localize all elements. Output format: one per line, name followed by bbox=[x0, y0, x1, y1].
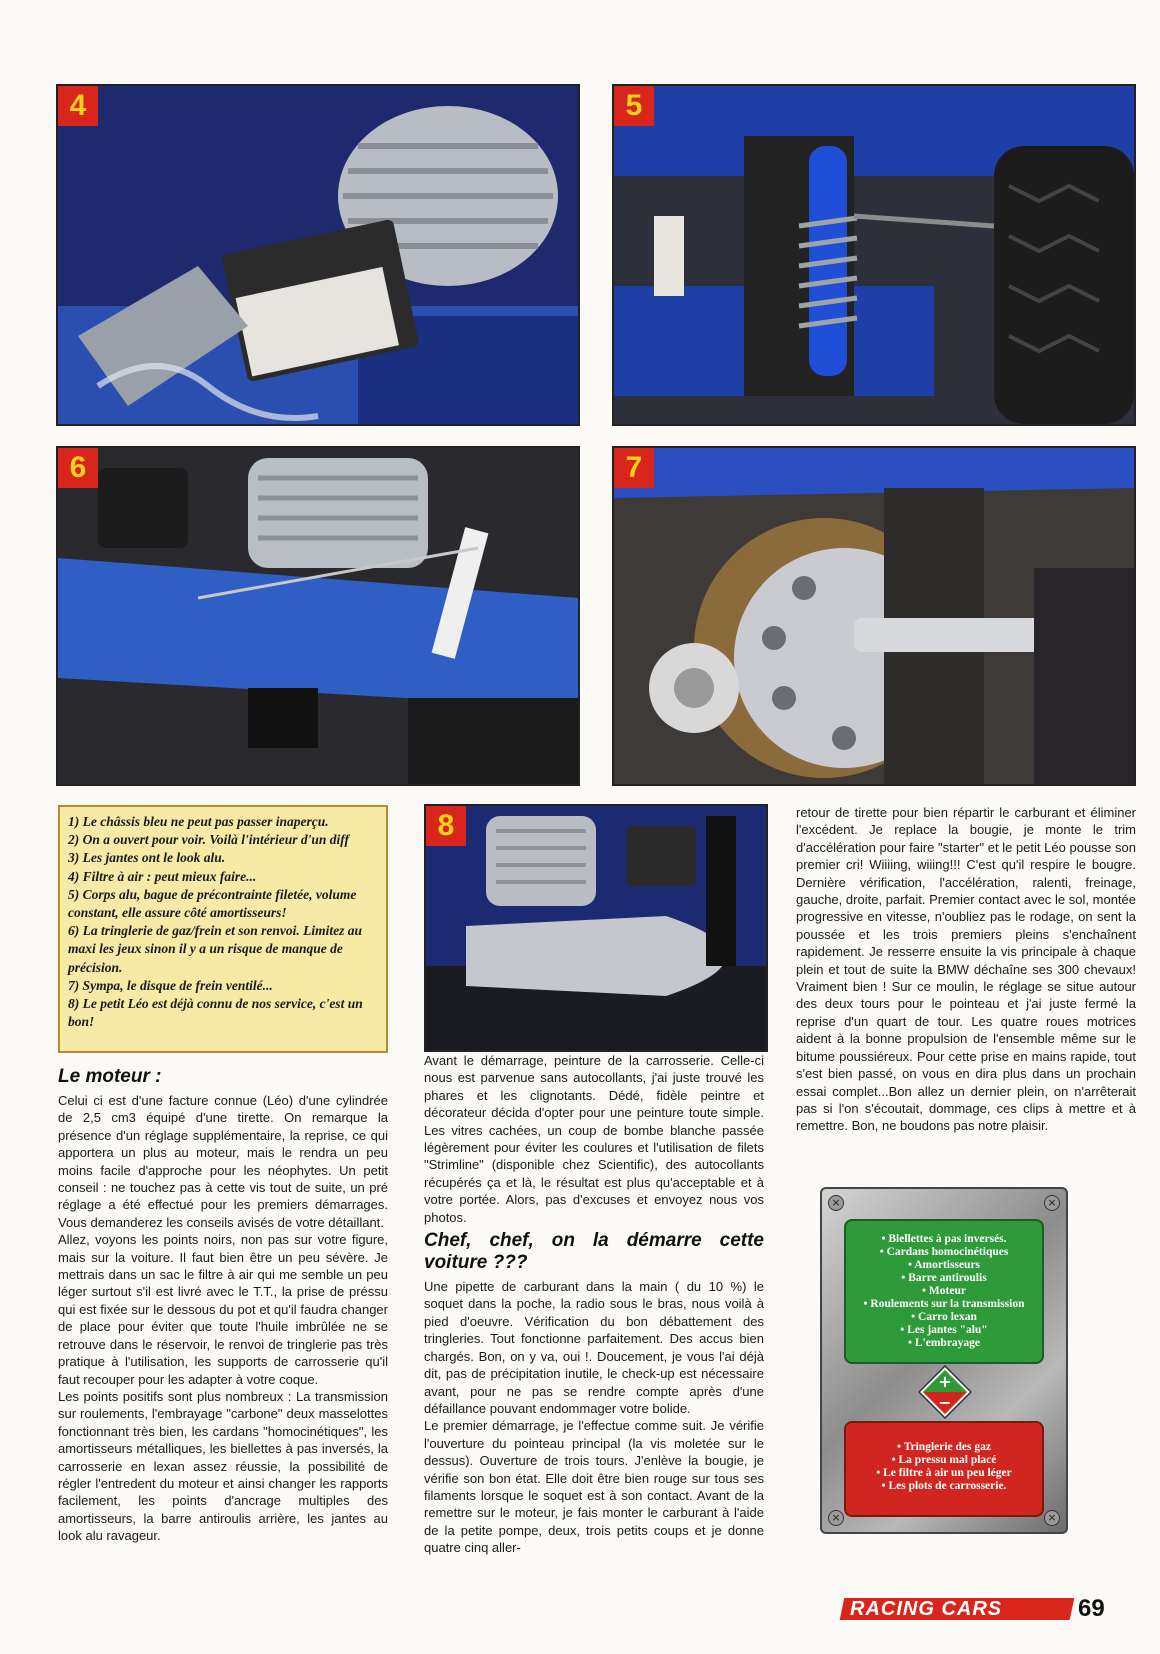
page-footer bbox=[842, 1596, 1132, 1622]
plus-item: • Biellettes à pas inversés. bbox=[881, 1233, 1007, 1245]
plus-item: • Roulements sur la transmission bbox=[863, 1298, 1025, 1310]
plus-minus-diamond-icon bbox=[918, 1365, 972, 1419]
screw-icon: × bbox=[1044, 1510, 1060, 1526]
verdict-box bbox=[820, 1187, 1068, 1534]
plus-item: • Cardans homocinétiques bbox=[879, 1246, 1009, 1258]
minus-item: • La pressu mal placé bbox=[891, 1454, 997, 1466]
photo-5-shock-absorber bbox=[612, 84, 1136, 426]
caption-3: 3) Les jantes ont le look alu. bbox=[68, 850, 226, 866]
plus-symbol: + bbox=[938, 1372, 952, 1391]
paragraph: Une pipette de carburant dans la main ( du 10 %) le soquet dans la poche, la radio sous le bras, nous voilà à pied d'oeuvre. Vérification du bon débattement des tringleries. Tout fonctionne parfaitement. Des accus bien chargés. Bon, on y va, oui !. Doucement, je vous l'ai déjà dit, pas de précipitation inutile, le check-up est nécessaire avant, pour ne pas se rendre compte après d'une défaillance pouvant endommager votre bolide. bbox=[424, 1279, 764, 1416]
photo-4-air-filter bbox=[56, 84, 580, 426]
minus-item: • Les plots de carrosserie. bbox=[881, 1480, 1007, 1492]
section-heading-le-moteur: Le moteur : bbox=[58, 1066, 162, 1087]
magazine-name: RACING CARS bbox=[850, 1598, 1003, 1620]
article-column-3 bbox=[796, 804, 1136, 1135]
paragraph: Le premier démarrage, je l'effectue comme suit. Je vérifie l'ouverture du pointeau principal (la vis moletée sur le dessus). Ouverture de trois tours. J'enlève la bougie, je vérifie son bon état. Elle doit être bien rouge sur tous ses filaments lorsque le soquet est à son contact. Avant de la remettre sur le moteur, je fais monter le carburant à l'aide de la petite pompe, deux, trois petits coups et je donne quatre cinq aller- bbox=[424, 1418, 764, 1556]
page-number: 69 bbox=[1078, 1595, 1105, 1622]
plus-item: • Amortisseurs bbox=[907, 1259, 981, 1271]
minus-symbol: − bbox=[938, 1393, 952, 1412]
caption-8: 8) Le petit Léo est déjà connu de nos service, c'est un bon! bbox=[68, 996, 363, 1030]
photo-number: 4 bbox=[58, 86, 98, 126]
photo-number: 6 bbox=[58, 448, 98, 488]
caption-1: 1) Le châssis bleu ne peut pas passer inaperçu. bbox=[68, 814, 329, 829]
plus-item: • Barre antiroulis bbox=[901, 1272, 987, 1284]
paragraph: Celui ci est d'une facture connue (Léo) d'une cylindrée de 2,5 cm3 équipé d'une tirette. On remarque la présence d'un réglage supplémentaire, la reprise, ce qui apportera un plus au moteur, mais le rendra un peu moins facile d'approche pour les néophytes. Un petit conseil : ne touchez pas à cette vis tout de suite, un pré réglage a été effectué pour les premiers démarrages. Vous demanderez les conseils avisés de votre détaillant. bbox=[58, 1093, 388, 1230]
caption-7: 7) Sympa, le disque de frein ventilé... bbox=[68, 977, 273, 993]
screw-icon: × bbox=[828, 1510, 844, 1526]
photo-8-engine bbox=[424, 804, 768, 1052]
paragraph: retour de tirette pour bien répartir le carburant et éliminer l'excédent. Je replace la bougie, je monte le trim d'accélération pour faire "starter" et le petit Léo pousse son premier cri! Wiiiing, wiiing!!! C'est qu'il respire le bougre. Dernière vérification, l'accélération, ralenti, freinage, gauche, droite, parfait. Premier contact avec le sol, montée progressive en vitesse, n'oubliez pas le rodage, on sent la poussée et les trois premiers pleins s'enchaînent rapidement. Je resserre ensuite la vis principale à chaque plein et tout de suite la BMW déchaîne ses 300 chevaux! Vraiment bien ! Sur ce moulin, le réglage se situe autour des deux tours pour le pointeau et j'ai juste fermé la reprise d'un quart de tour. Les quatre roues motrices aident à la bonne propulsion de l'ensemble même sur le bitume poussiéreux. Pour cette prise en mains rapide, tout s'est bien passé, on vous en dira plus dans un prochain essai complet...Bon allez un dernier plein, on n'arrêterait pas si l'on s'écoutait, dommage, ces clips à mettre et à remettre. Bon, ne boudons pas notre plaisir. bbox=[796, 805, 1136, 1134]
section-heading-demarrage: Chef, chef, on la démarre cette voiture ??? bbox=[424, 1230, 764, 1274]
caption-6: 6) La tringlerie de gaz/frein et son renvoi. Limitez au maxi les jeux sinon il y a un risque de manque de précision. bbox=[68, 923, 362, 975]
photo-number: 8 bbox=[426, 806, 466, 846]
plus-item: • Carro lexan bbox=[911, 1311, 977, 1323]
plus-item: • Les jantes "alu" bbox=[900, 1324, 988, 1336]
photo-7-image bbox=[614, 448, 1134, 784]
minus-item: • Tringlerie des gaz bbox=[897, 1441, 991, 1453]
screw-icon: × bbox=[828, 1195, 844, 1211]
plus-item: • Moteur bbox=[922, 1285, 966, 1297]
caption-2: 2) On a ouvert pour voir. Voilà l'intérieur d'un diff bbox=[68, 832, 350, 848]
paragraph: Allez, voyons les points noirs, non pas sur votre figure, mais sur la voiture. Il faut bien être un peu sévère. Je mettrais dans un sac le filtre à air qui me semble un peu léger surtout s'il est livré avec le T.T., la prise de préssu qui est fixée sur le dessous du pot et qu'il faudra changer de place pour éviter que toute l'huile imbrûlée ne se retrouve dans le réservoir, le renvoi de tringlerie pas très pratique à l'utilisation, les supports de carrosserie qu'il faut recouper pour les adapter à votre coque. bbox=[58, 1232, 388, 1387]
photo-6-throttle-linkage bbox=[56, 446, 580, 786]
photo-5-image bbox=[614, 86, 1134, 424]
photo-8-image bbox=[426, 806, 766, 1050]
minus-item: • Le filtre à air un peu léger bbox=[876, 1467, 1012, 1479]
plus-item: • L'embrayage bbox=[907, 1337, 981, 1349]
photo-number: 7 bbox=[614, 448, 654, 488]
photo-4-image bbox=[58, 86, 578, 424]
photo-6-image bbox=[58, 448, 578, 784]
photo-number: 5 bbox=[614, 86, 654, 126]
screw-icon: × bbox=[1044, 1195, 1060, 1211]
caption-5: 5) Corps alu, bague de précontrainte filetée, volume constant, elle assure côté amortisseurs! bbox=[68, 886, 357, 921]
caption-4: 4) Filtre à air : peut mieux faire... bbox=[68, 868, 257, 884]
photo-captions-box bbox=[58, 805, 388, 1053]
paragraph: Avant le démarrage, peinture de la carrosserie. Celle-ci nous est parvenue sans autocollants, j'ai juste trouvé les phares et les clignotants. Dédé, fidèle peintre et décorateur décida d'opter pour une peinture toute simple. Les vitres cachées, un coup de bombe blanche passée légèrement pour éviter les coulures et l'utilisation de filets "Strimline" (disponible chez Scientific), des autocollants récupérés ça et là, le résultat est plus qu'acceptable et à votre portée. Alors, pas d'excuses et envoyez nous vos photos. bbox=[424, 1053, 764, 1225]
article-column-2 bbox=[424, 1052, 764, 1557]
article-column-1 bbox=[58, 1064, 388, 1545]
photo-7-brake-disc bbox=[612, 446, 1136, 786]
positive-points-panel bbox=[844, 1219, 1044, 1364]
negative-points-panel bbox=[844, 1421, 1044, 1517]
paragraph: Les points positifs sont plus nombreux : La transmission sur roulements, l'embrayage "carbone" deux masselottes fonctionnant très bien, les cardans "homocinétiques", les amortisseurs métalliques, les biellettes à pas inversés, la carrosserie en lexan assez réussie, la possibilité de régler l'entredent du moteur et ainsi changer les rapports facilement, les points d'ancrage multiples des amortisseurs, la barre antiroulis arrière, les jantes au look alu ravageur. bbox=[58, 1388, 388, 1544]
